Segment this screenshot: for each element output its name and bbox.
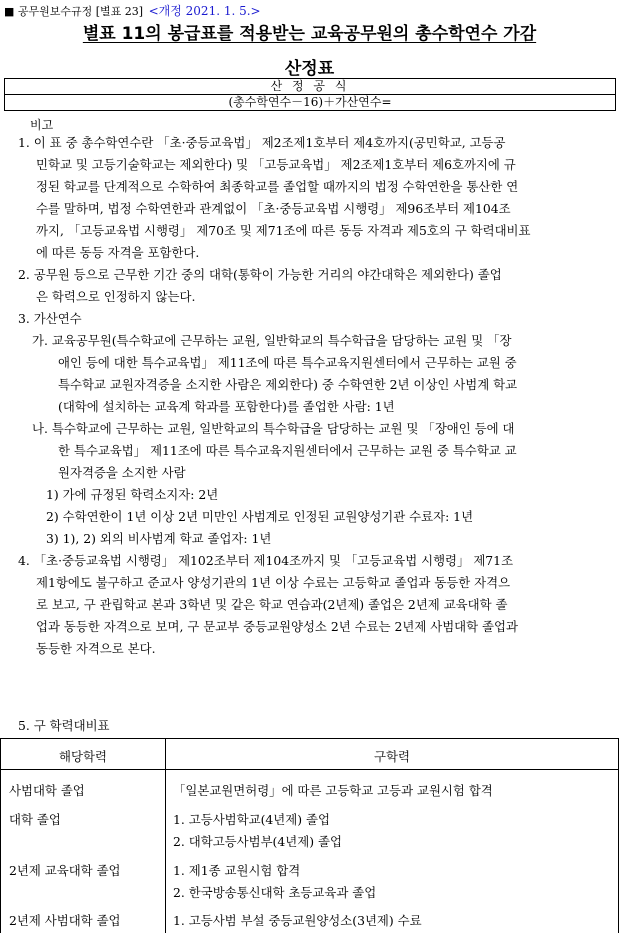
paragraph-line: 동등한 자격으로 본다.	[36, 641, 156, 656]
formula-box	[4, 78, 616, 111]
paragraph-line: 에 따른 동등 자격을 포함한다.	[36, 245, 200, 260]
paragraph-line: 원자격증을 소지한 사람	[58, 465, 186, 480]
paragraph-line: 로 보고, 구 관립학교 본과 3학년 및 같은 학교 연습과(2년제) 졸업은 2년제 교육대학 졸	[36, 597, 508, 612]
paragraph-line: 업과 동등한 자격으로 보며, 구 문교부 중등교원양성소 2년 수료는 2년제 사범대학 졸업과	[36, 619, 518, 634]
paragraph-line: 정된 학교를 단계적으로 수학하여 최종학교를 졸업할 때까지의 법정 수학연한을 통산한 연	[36, 179, 519, 194]
paragraph-line: 까지, 「고등교육법 시행령」 제70조 및 제71조에 따른 동등 자격과 제5호의 구 학력대비표	[36, 223, 531, 238]
revision-date: <개정 2021. 1. 5.>	[148, 4, 261, 18]
paragraph-line: 4. 「초·중등교육법 시행령」 제102조부터 제104조까지 및 「고등교육법 시행령」 제71조	[18, 553, 514, 568]
paragraph-line: 특수학교 교원자격증을 소지한 사람은 제외한다) 중 수학연한 2년 이상인 사범계 학교	[58, 377, 518, 392]
document-header	[4, 2, 261, 19]
regulation-reference: ■ 공무원보수규정 [별표 23]	[4, 5, 144, 18]
paragraph-line: 은 학력으로 인정하지 않는다.	[36, 289, 196, 304]
paragraph-line: 2. 공무원 등으로 근무한 기간 중의 대학(통학이 가능한 거리의 야간대학은 제외한다) 졸업	[18, 267, 502, 282]
education-equivalence-table	[0, 738, 619, 933]
table-cell-left: 대학 졸업	[9, 812, 61, 827]
notes-label: 비고	[30, 118, 54, 132]
paragraph-line: 3. 가산연수	[18, 311, 82, 326]
paragraph-line: (대학에 설치하는 교육계 학과를 포함한다)를 졸업한 사람: 1년	[58, 399, 395, 414]
paragraph-line: 가. 교육공무원(특수학교에 근무하는 교원, 일반학교의 특수학급을 담당하는 교원 및 「장	[32, 333, 512, 348]
table-cell-right: 「일본교원면허령」에 따른 고등학교 고등과 교원시험 합격	[173, 783, 493, 798]
paragraph-line: 민학교 및 고등기술학교는 제외한다) 및 「고등교육법」 제2조제1호부터 제6호까지에 규	[36, 157, 516, 172]
paragraph-line: 나. 특수학교에 근무하는 교원, 일반학교의 특수학급을 담당하는 교원 및 「장애인 등에 대	[32, 421, 515, 436]
paragraph-line: 제1항에도 불구하고 준교사 양성기관의 1년 이상 수료는 고등학교 졸업과 동등한 자격으	[36, 575, 511, 590]
table-header-former-education: 구학력	[374, 749, 410, 764]
table-cell-right: 1. 고등사범학교(4년제) 졸업	[173, 812, 330, 827]
paragraph-line: 5. 구 학력대비표	[18, 718, 110, 733]
table-header-divider	[1, 769, 618, 770]
table-header-applicable-education: 해당학력	[59, 749, 107, 764]
table-cell-right: 1. 고등사범 부설 중등교원양성소(3년제) 수료	[173, 913, 422, 928]
table-cell-right: 2. 대학고등사범부(4년제) 졸업	[173, 834, 342, 849]
table-cell-left: 2년제 교육대학 졸업	[9, 863, 121, 878]
paragraph-line: 수를 말하며, 법정 수학연한과 관계없이 「초·중등교육법 시행령」 제96조부터 제104조	[36, 201, 511, 216]
paragraph-line: 2) 수학연한이 1년 이상 2년 미만인 사범계로 인정된 교원양성기관 수료자: 1년	[46, 509, 474, 524]
formula-expression: (총수학연수－16)＋가산연수=	[228, 95, 392, 109]
formula-label: 산 정 공 식	[5, 79, 615, 95]
table-cell-left: 2년제 사범대학 졸업	[9, 913, 121, 928]
paragraph-line: 한 특수교육법」 제11조에 따른 특수교육지원센터에서 근무하는 교원 중 특수학교 교	[58, 443, 517, 458]
paragraph-line: 애인 등에 대한 특수교육법」 제11조에 따른 특수교육지원센터에서 근무하는 교원 중	[58, 355, 517, 370]
paragraph-line: 1) 가에 규정된 학력소지자: 2년	[46, 487, 219, 502]
paragraph-line: 3) 1), 2) 외의 비사범계 학교 졸업자: 1년	[46, 531, 272, 546]
document-title: 별표 11의 봉급표를 적용받는 교육공무원의 총수학연수 가감	[82, 24, 537, 44]
document-title-line2: 산정표	[284, 59, 335, 79]
table-cell-left: 사범대학 졸업	[9, 783, 85, 798]
paragraph-line: 1. 이 표 중 총수학연수란 「초·중등교육법」 제2조제1호부터 제4호까지(공민학교, 고등공	[18, 135, 506, 150]
table-cell-right: 1. 제1종 교원시험 합격	[173, 863, 301, 878]
table-cell-right: 2. 한국방송통신대학 초등교육과 졸업	[173, 885, 377, 900]
